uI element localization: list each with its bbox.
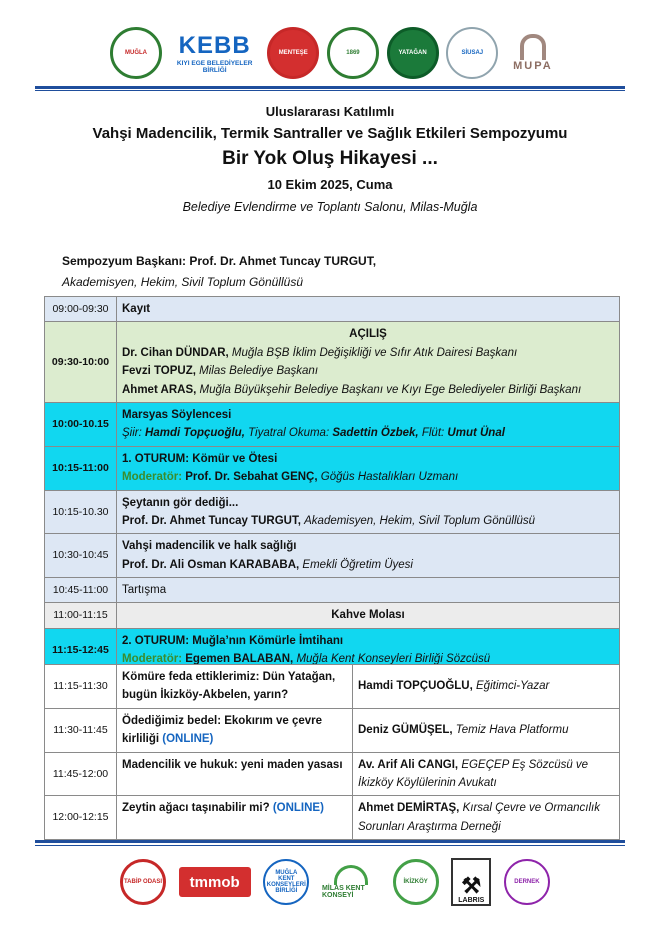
tmmob-logo: tmmob [179, 867, 251, 897]
table-row: 10:15-10.30 Şeytanın gör dediği... Prof. Dr. Ahmet Tuncay TURGUT, Akademisyen, Hekim, Sivil Toplum Gönüllüsü [45, 490, 620, 534]
symposium-chair: Sempozyum Başkanı: Prof. Dr. Ahmet Tuncay TURGUT, Akademisyen, Hekim, Sivil Toplum Gönüllüsü [62, 254, 377, 289]
table-row: 10:45-11:00 Tartışma [45, 578, 620, 603]
ikizkoy-logo: İKİZKÖY [393, 859, 439, 905]
table-row: 09:00-09:30 Kayıt [45, 297, 620, 322]
labris-logo: ⚒ LABRIS [451, 858, 491, 906]
labrys-icon: ⚒ [461, 873, 482, 898]
dernek-logo: DERNEK [504, 859, 550, 905]
event-date: 10 Ekim 2025, Cuma [267, 177, 393, 192]
table-row: 11:45-12:00 Madencilik ve hukuk: yeni maden yasası Av. Arif Ali CANGI, EGEÇEP Eş Sözcüsü ve İkizköy Köylülerinin Avukatı [45, 752, 620, 796]
arch-icon [334, 865, 368, 885]
title-line-2: Vahşi Madencilik, Termik Santraller ve Sağlık Etkileri Sempozyumu [92, 125, 568, 142]
title-main: Bir Yok Oluş Hikayesi ... [222, 148, 438, 169]
top-divider [35, 86, 625, 89]
yatagan-belediye-logo: YATAĞAN [387, 27, 439, 79]
bottom-divider [35, 840, 625, 843]
speaker-line: Dr. Cihan DÜNDAR, Muğla BŞB İklim Değişikliği ve Sıfır Atık Dairesi Başkanı [122, 346, 518, 359]
mentese-logo: MENTEŞE [267, 27, 319, 79]
event-venue: Belediye Evlendirme ve Toplantı Salonu, Milas-Muğla [182, 200, 478, 214]
siusaj-logo: SİUSAJ [446, 27, 498, 79]
table-row: 10:30-10:45 Vahşi madencilik ve halk sağlığı Prof. Dr. Ali Osman KARABABA, Emekli Öğretim Üyesi [45, 534, 620, 578]
table-row: 10:15-11:00 1. OTURUM: Kömür ve Ötesi Moderatör: Prof. Dr. Sebahat GENÇ, Göğüs Hastalıkları Uzmanı [45, 446, 620, 490]
bottom-divider-thin [35, 845, 625, 846]
table-row: 09:30-10:00 AÇILIŞ Dr. Cihan DÜNDAR, Muğla BŞB İklim Değişikliği ve Sıfır Atık Dairesi Başkanı Fevzi TOPUZ, Milas Belediye Başkanı Ahmet ARAS, Muğla Büyükşehir Belediye Başkanı ve Kıyı Ege Belediyeler Birliği Başkanı [45, 322, 620, 403]
title-line-1: Uluslararası Katılımlı [265, 104, 395, 119]
mugla-kent-konseyleri-logo: MUĞLA KENT KONSEYLERİ BİRLİĞİ [263, 859, 309, 905]
top-divider-thin [35, 90, 625, 91]
bottom-logo-bar [120, 853, 550, 911]
table-row: 11:15-12:45 2. OTURUM: Muğla’nın Kömürle İmtihanı Moderatör: Egemen BALABAN, Muğla Kent Konseyleri Birliği Sözcüsü [45, 628, 620, 672]
table-row: 10:00-10.15 Marsyas Söylencesi Şiir: Hamdi Topçuoğlu, Tiyatral Okuma: Sadettin Özbek, Flüt: Umut Ünal [45, 402, 620, 446]
session2-table [44, 664, 620, 840]
tabip-odasi-logo: TABİP ODASI [120, 859, 166, 905]
mupa-mark-icon [520, 34, 546, 60]
table-row: 12:00-12:15 Zeytin ağacı taşınabilir mi? (ONLINE) Ahmet DEMİRTAŞ, Kırsal Çevre ve Ormancılık Sorunları Araştırma Derneği [45, 796, 620, 840]
mugla-bb-logo: MUĞLA [110, 27, 162, 79]
speaker-line: Fevzi TOPUZ, Milas Belediye Başkanı [122, 365, 319, 378]
table-row: 11:00-11:15 Kahve Molası [45, 603, 620, 628]
top-logo-bar [110, 22, 560, 84]
table-row: 11:15-11:30 Kömüre feda ettiklerimiz: Dün Yatağan, bugün İkizköy-Akbelen, yarın? Hamdi TOPÇUOĞLU, Eğitimci-Yazar [45, 665, 620, 709]
kebb-logo: KEBB KIYI EGE BELEDİYELER BİRLİĞİ [176, 32, 253, 74]
table-row: 11:30-11:45 Ödediğimiz bedel: Ekokırım ve çevre kirliliği (ONLINE) Deniz GÜMÜŞEL, Temiz Hava Platformu [45, 708, 620, 752]
milas-kent-konseyi-logo: MİLAS KENT KONSEYİ [322, 860, 380, 904]
mupa-logo: MUPA [506, 34, 560, 72]
speaker-line: Ahmet ARAS, Muğla Büyükşehir Belediye Başkanı ve Kıyı Ege Belediyeler Birliği Başkanı [122, 383, 582, 396]
title-block [0, 104, 660, 214]
program-table [44, 296, 620, 673]
milas-belediye-logo: 1869 [327, 27, 379, 79]
